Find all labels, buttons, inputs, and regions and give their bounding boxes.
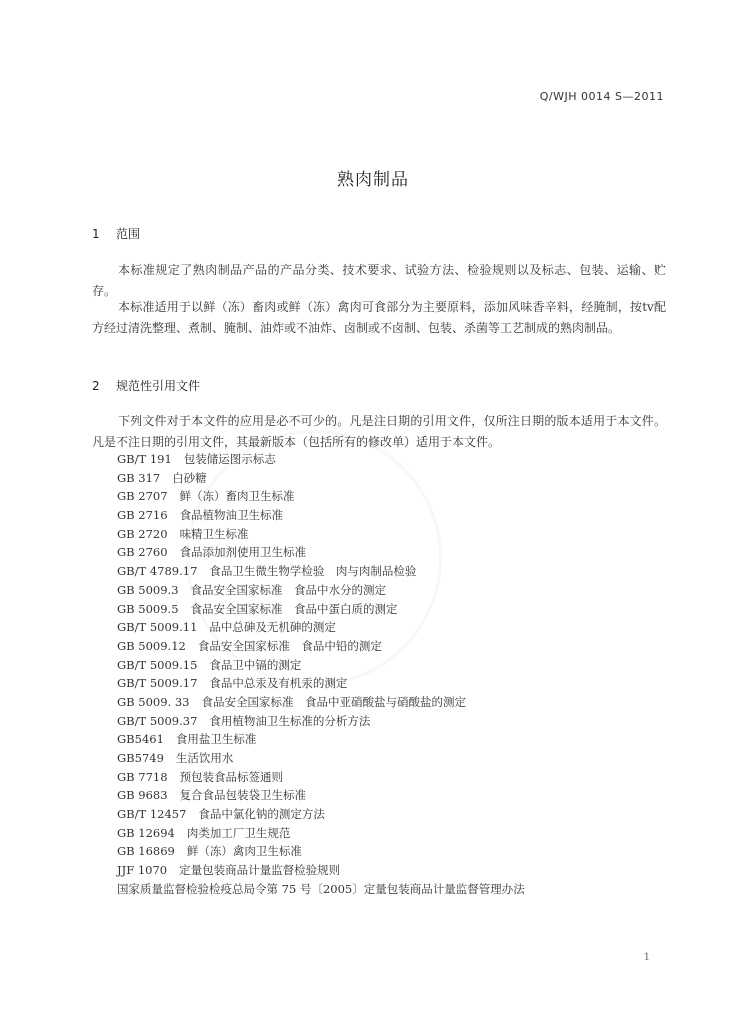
reference-item: GB 2760 食品添加剂使用卫生标准 <box>117 545 307 560</box>
reference-item: GB 7718 预包装食品标签通则 <box>117 769 284 784</box>
reference-item: GB 9683 复合食品包装袋卫生标准 <box>117 788 307 803</box>
reference-item: GB 2720 味精卫生标准 <box>117 526 249 541</box>
reference-item: GB 16869 鲜（冻）禽肉卫生标准 <box>117 844 302 859</box>
reference-item: GB/T 191 包装储运图示标志 <box>117 452 276 466</box>
reference-item: GB/T 5009.11 品中总砷及无机砷的测定 <box>117 620 336 635</box>
reference-item: GB/T 4789.17 食品卫生微生物学检验 肉与肉制品检验 <box>117 564 417 579</box>
reference-item: GB 5009.12 食品安全国家标准 食品中铅的测定 <box>117 638 382 653</box>
reference-item: GB 12694 肉类加工厂卫生规范 <box>117 825 291 840</box>
section-title: 规范性引用文件 <box>116 379 201 393</box>
reference-item: 国家质量监督检验检疫总局令第 75 号〔2005〕定量包装商品计量监督管理办法 <box>117 881 525 896</box>
section-heading-scope <box>92 225 140 242</box>
reference-item: GB 5009.5 食品安全国家标准 食品中蛋白质的测定 <box>117 601 398 616</box>
document-title: 熟肉制品 <box>337 170 409 190</box>
reference-item: GB 5009. 33 食品安全国家标准 食品中亚硝酸盐与硝酸盐的测定 <box>117 694 467 709</box>
reference-item: GB/T 5009.17 食品中总汞及有机汞的测定 <box>117 676 348 691</box>
reference-list <box>117 450 525 899</box>
reference-item: GB/T 5009.15 食品卫中镉的测定 <box>117 657 302 672</box>
reference-item: GB5749 生活饮用水 <box>117 751 234 765</box>
reference-item: GB 5009.3 食品安全国家标准 食品中水分的测定 <box>117 582 387 597</box>
section-heading-normative-references <box>92 377 200 394</box>
reference-item: GB/T 12457 食品中氯化钠的测定方法 <box>117 807 325 822</box>
reference-item: GB 2707 鲜（冻）畜肉卫生标准 <box>117 489 295 504</box>
page-number: 1 <box>643 952 650 963</box>
section-number: 1 <box>92 227 100 241</box>
scope-paragraph-1: 本标准规定了熟肉制品产品的产品分类、技术要求、试验方法、检验规则以及标志、包装、运输、贮存。 <box>92 263 666 298</box>
section-title: 范围 <box>116 227 141 241</box>
references-intro-paragraph: 下列文件对于本文件的应用是必不可少的。凡是注日期的引用文件，仅所注日期的版本适用于本文件。凡是不注日期的引用文件，其最新版本（包括所有的修改单）适用于本文件。 <box>92 414 666 449</box>
reference-item: JJF 1070 定量包装商品计量监督检验规则 <box>117 863 341 878</box>
reference-item: GB 2716 食品植物油卫生标准 <box>117 508 284 523</box>
standard-code: Q/WJH 0014 S—2011 <box>539 90 664 103</box>
reference-item: GB 317 白砂糖 <box>117 470 207 485</box>
scope-paragraph-2: 本标准适用于以鲜（冻）畜肉或鲜（冻）禽肉可食部分为主要原料，添加风味香辛料，经腌制，按tv配方经过清洗整理、煮制、腌制、油炸或不油炸、卤制或不卤制、包装、杀菌等工艺制成的熟肉制品。 <box>92 300 666 335</box>
reference-item: GB5461 食用盐卫生标准 <box>117 732 257 747</box>
section-number: 2 <box>92 379 100 393</box>
reference-item: GB/T 5009.37 食用植物油卫生标准的分析方法 <box>117 713 371 728</box>
